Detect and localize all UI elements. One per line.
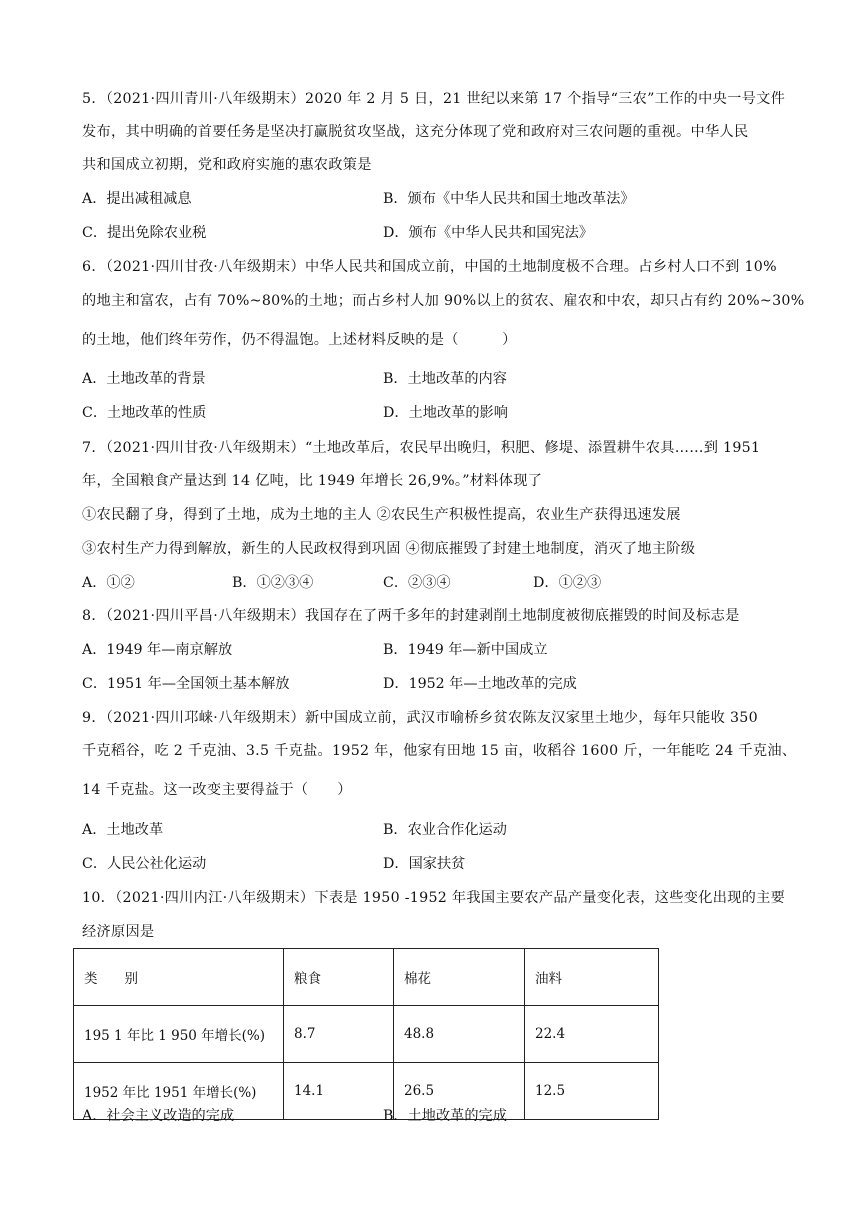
- question-10-option-b: B．土地改革的完成: [383, 1108, 507, 1124]
- table-cell: 14.1: [284, 1063, 394, 1120]
- question-5-line-1: 5．（2021·四川青川·八年级期末）2020 年 2 月 5 日，21 世纪以来第 17 个指导“三农”工作的中央一号文件: [82, 91, 786, 107]
- table-header-cell: 粮食: [284, 949, 394, 1006]
- question-7-option-c: C．②③④: [383, 575, 451, 591]
- question-10-line-2: 经济原因是: [82, 924, 155, 940]
- question-9-line-2: 千克稻谷，吃 2 千克油、3.5 千克盐。1952 年，他家有田地 15 亩，收稻谷 1600 斤，一年能吃 24 千克油、: [82, 743, 797, 759]
- question-7-statement-1-2: ①农民翻了身，得到了土地，成为土地的主人 ②农民生产积极性提高，农业生产获得迅速发展: [82, 507, 681, 523]
- question-7-option-b: B．①②③④: [232, 575, 314, 591]
- production-table: [73, 948, 659, 1120]
- question-8-option-b: B．1949 年—新中国成立: [383, 642, 548, 658]
- question-8-option-a: A．1949 年—南京解放: [82, 642, 233, 658]
- table-header-cell: 棉花: [394, 949, 525, 1006]
- question-7-option-a: A．①②: [82, 575, 135, 591]
- question-9-line-1: 9．（2021·四川邛崃·八年级期末）新中国成立前，武汉市喻桥乡贫农陈友汉家里土地少，每年只能收 350: [82, 710, 758, 726]
- question-6-option-a: A．土地改革的背景: [82, 371, 206, 387]
- table-cell: 1952 年比 1951 年增长(%): [74, 1063, 284, 1120]
- question-7-line-1: 7．（2021·四川甘孜·八年级期末）“土地改革后，农民早出晚归，积肥、修堤、添置耕牛农具……到 1951: [82, 440, 761, 456]
- question-6-line-1: 6．（2021·四川甘孜·八年级期末）中华人民共和国成立前，中国的土地制度极不合理。占乡村人口不到 10%: [82, 259, 777, 275]
- question-6-line-2: 的地主和富农，占有 70%~80%的土地；而占乡村人加 90%以上的贫农、雇农和中农，却只占有约 20%~30%: [82, 293, 805, 309]
- table-cell: 22.4: [525, 1006, 659, 1063]
- question-9-option-d: D．国家扶贫: [383, 856, 466, 872]
- table-header-cell: 类 别: [74, 949, 284, 1006]
- question-5-option-b: B．颁布《中华人民共和国土地改革法》: [383, 191, 635, 207]
- question-10-line-1: 10．（2021·四川内江·八年级期末）下表是 1950 -1952 年我国主要农产品产量变化表，这些变化出现的主要: [82, 890, 786, 906]
- question-6-option-d: D．土地改革的影响: [383, 405, 508, 421]
- question-8-line-1: 8．（2021·四川平昌·八年级期末）我国存在了两千多年的封建剥削土地制度被彻底摧毁的时间及标志是: [82, 608, 740, 624]
- table-cell: 195 1 年比 1 950 年增长(%): [74, 1006, 284, 1063]
- question-8-option-c: C．1951 年—全国领土基本解放: [82, 676, 290, 692]
- table-row: [74, 1006, 659, 1063]
- table-cell: 48.8: [394, 1006, 525, 1063]
- question-7-line-2: 年，全国粮食产量达到 14 亿吨，比 1949 年增长 26,9%。”材料体现了: [82, 473, 543, 489]
- question-5-option-d: D．颁布《中华人民共和国宪法》: [383, 225, 594, 241]
- question-9-option-a: A．土地改革: [82, 822, 164, 838]
- question-6-option-b: B．土地改革的内容: [383, 371, 507, 387]
- question-7-option-d: D．①②③: [533, 575, 602, 591]
- question-6-line-3: 的土地，他们终年劳作，仍不得温饱。上述材料反映的是（ ）: [82, 332, 517, 348]
- table-header-cell: 油料: [525, 949, 659, 1006]
- table-header-row: [74, 949, 659, 1006]
- question-5-line-2: 发布，其中明确的首要任务是坚决打赢脱贫攻坚战，这充分体现了党和政府对三农问题的重视。中华人民: [82, 124, 749, 140]
- table-cell: 8.7: [284, 1006, 394, 1063]
- table-cell: 12.5: [525, 1063, 659, 1120]
- question-5-line-3: 共和国成立初期，党和政府实施的惠农政策是: [82, 157, 372, 173]
- question-9-line-3: 14 千克盐。这一改变主要得益于（ ）: [82, 782, 352, 798]
- question-9-option-c: C．人民公社化运动: [82, 856, 207, 872]
- question-5-option-c: C．提出免除农业税: [82, 225, 207, 241]
- question-8-option-d: D．1952 年—土地改革的完成: [383, 676, 577, 692]
- question-6-option-c: C．土地改革的性质: [82, 405, 207, 421]
- question-9-option-b: B．农业合作化运动: [383, 822, 507, 838]
- question-5-option-a: A．提出减租减息: [82, 191, 192, 207]
- question-7-statement-3-4: ③农村生产力得到解放，新生的人民政权得到巩固 ④彻底摧毁了封建土地制度，消灭了地主阶级: [82, 541, 696, 557]
- question-10-option-a: A．社会主义改造的完成: [82, 1108, 235, 1124]
- table-cell: 26.5: [394, 1063, 525, 1120]
